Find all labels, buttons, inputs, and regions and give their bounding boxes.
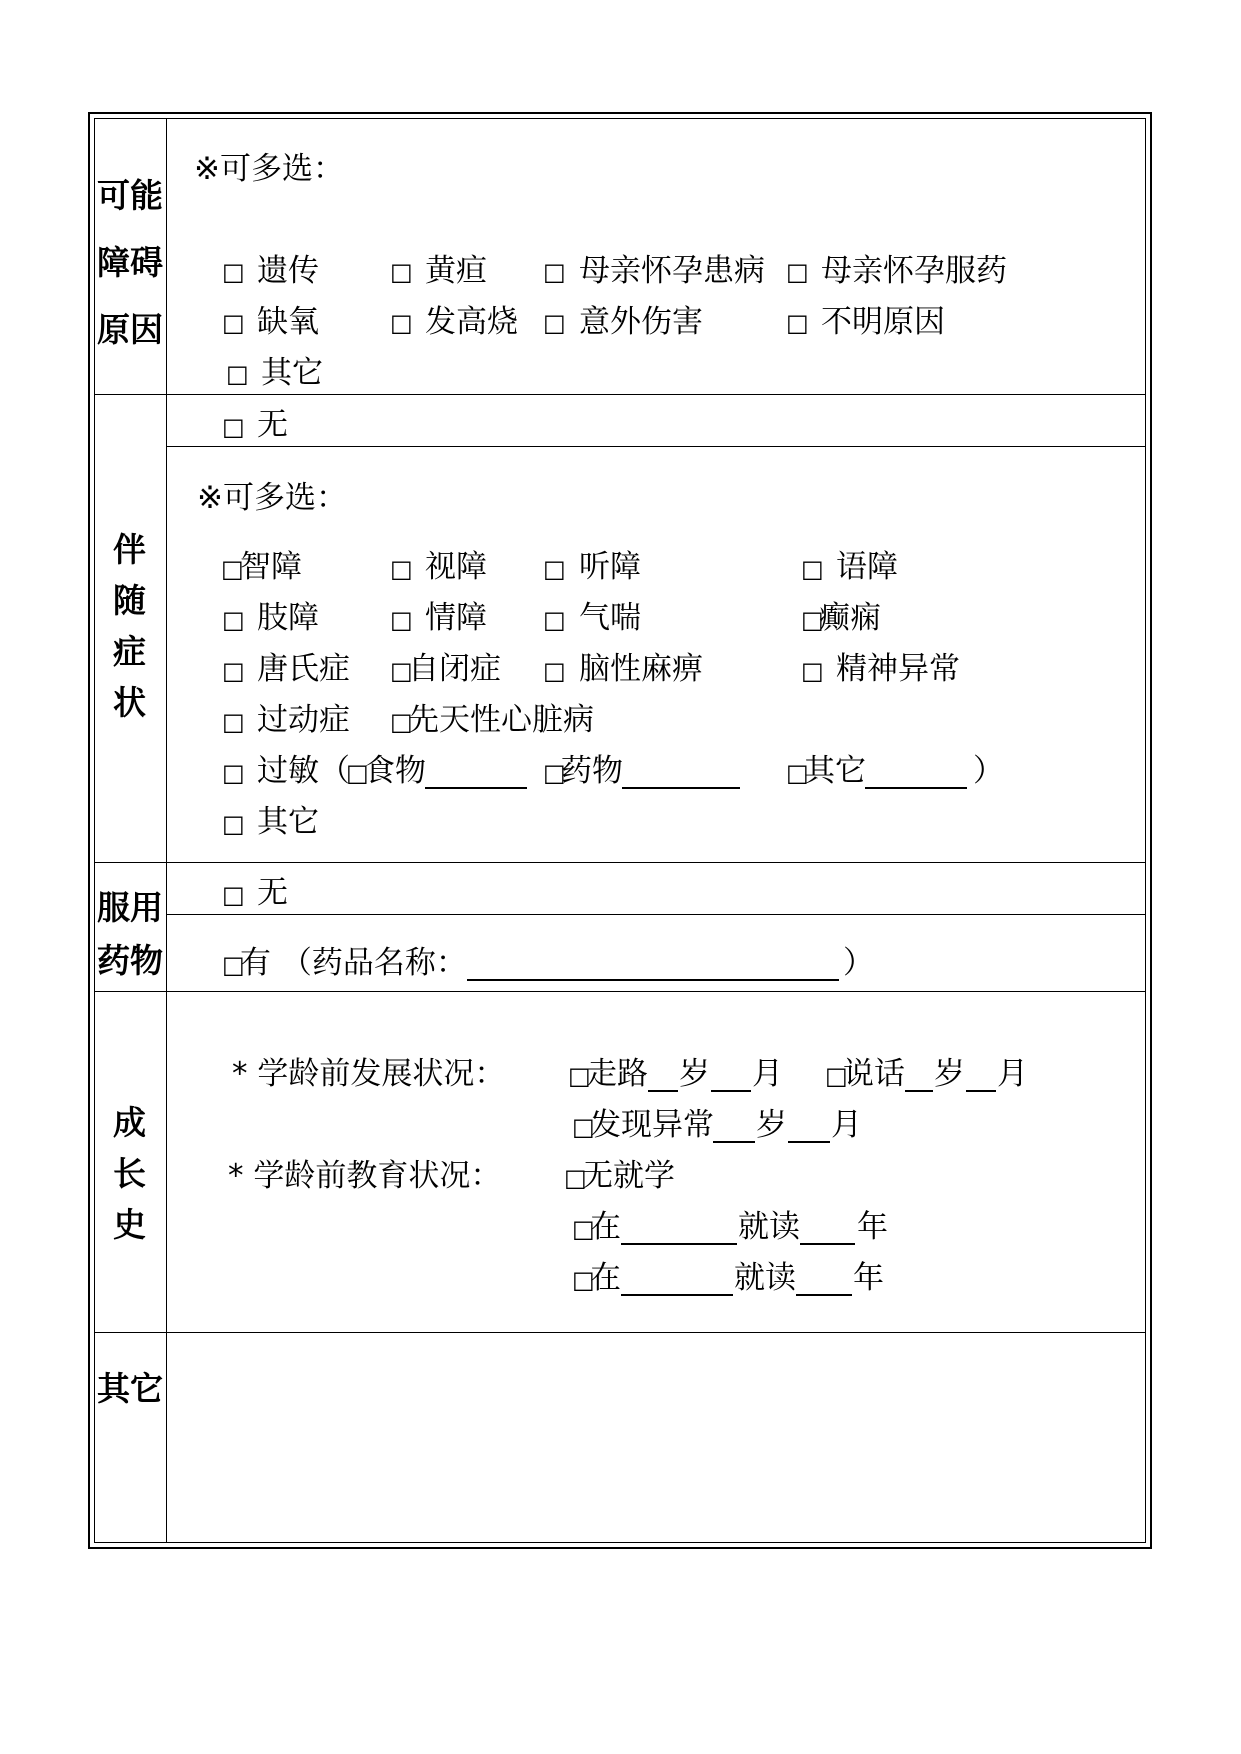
allergy-food-input[interactable] [425,761,527,789]
option-autism: 自闭症 [408,651,501,687]
walk-label: 走路 [586,1056,648,1092]
checkbox-cause-other[interactable]: □ [226,360,249,388]
option-maternal-illness: 母亲怀孕患病 [579,253,765,289]
allergy-drug-input[interactable] [622,761,740,789]
option-high-fever: 发高烧 [425,304,518,340]
checkbox-high-fever[interactable]: □ [390,309,413,337]
row-divider-cause [95,394,1145,395]
checkbox-epilepsy[interactable]: □ [801,606,824,634]
option-medication-none: 无 [257,875,288,911]
option-symptoms-other: 其它 [257,804,319,840]
option-maternal-medication: 母亲怀孕服药 [821,253,1007,289]
option-symptoms-none: 无 [257,407,288,443]
checkbox-visual[interactable]: □ [390,555,413,583]
enrolled-2-years-input[interactable] [796,1268,852,1296]
checkbox-enrolled-2[interactable]: □ [572,1266,595,1294]
checkbox-autism[interactable]: □ [390,657,413,685]
growth-label-char-1: 成 [113,1103,146,1142]
option-medication-yes: 有 （药品名称： [240,945,467,981]
abnormal-age-unit: 岁 [756,1107,787,1143]
medication-name-input[interactable] [467,953,839,981]
option-visual: 视障 [425,549,487,585]
enrolled-1-years-input[interactable] [800,1217,855,1245]
growth-label-char-3: 史 [113,1205,146,1244]
symptoms-label-char-4: 状 [113,683,146,722]
option-epilepsy: 癫痫 [819,600,881,636]
symptoms-label-char-3: 症 [113,632,146,671]
option-heart-disease: 先天性心脏病 [408,702,594,738]
checkbox-allergy-drug[interactable]: □ [543,759,566,787]
option-limb: 肢障 [257,600,319,636]
checkbox-down-syndrome[interactable]: □ [222,657,245,685]
option-hearing: 听障 [579,549,641,585]
intake-form [88,112,1152,1549]
row-divider-symptoms [95,862,1145,863]
abnormal-month-unit: 月 [831,1107,862,1143]
checkbox-allergy[interactable]: □ [222,759,245,787]
checkbox-limb[interactable]: □ [222,606,245,634]
talk-month-input[interactable] [966,1064,996,1092]
symptoms-label-char-2: 随 [113,581,146,620]
talk-month-unit: 月 [997,1056,1028,1092]
walk-age-unit: 岁 [679,1056,710,1092]
option-accident: 意外伤害 [579,304,703,340]
checkbox-heredity[interactable]: □ [222,258,245,286]
enrolled-1-prefix: 在 [590,1209,621,1245]
talk-age-unit: 岁 [934,1056,965,1092]
medication-label-line-2: 药物 [97,941,163,980]
option-jaundice: 黄疸 [425,253,487,289]
option-asthma: 气喘 [579,600,641,636]
allergy-food-label: 食物 [364,753,426,789]
form-inner-frame [94,118,1146,1543]
other-label: 其它 [97,1369,163,1408]
enrolled-1-mid: 就读 [738,1209,800,1245]
checkbox-enrolled-1[interactable]: □ [572,1215,595,1243]
checkbox-medication-none[interactable]: □ [222,881,245,909]
allergy-other-input[interactable] [865,761,967,789]
growth-label-char-2: 长 [113,1154,146,1193]
checkbox-abnormal[interactable]: □ [572,1113,595,1141]
checkbox-asthma[interactable]: □ [543,606,566,634]
symptoms-label-char-1: 伴 [113,530,146,569]
option-adhd: 过动症 [257,702,350,738]
enrolled-1-suffix: 年 [857,1209,888,1245]
allergy-close: ） [973,753,1004,789]
checkbox-allergy-food[interactable]: □ [346,759,369,787]
checkbox-intellectual[interactable]: □ [221,555,244,583]
cause-label-line-1: 可能 [97,176,163,215]
option-emotional: 情障 [425,600,487,636]
abnormal-age-input[interactable] [713,1115,755,1143]
talk-label: 说话 [843,1056,905,1092]
abnormal-month-input[interactable] [788,1115,830,1143]
symptoms-hint: ※可多选： [197,480,347,516]
walk-age-input[interactable] [648,1064,678,1092]
cause-label-line-2: 障碍 [97,243,163,282]
option-down-syndrome: 唐氏症 [257,651,350,687]
row-divider-medication [95,991,1145,992]
checkbox-unknown[interactable]: □ [786,309,809,337]
checkbox-adhd[interactable]: □ [222,708,245,736]
checkbox-emotional[interactable]: □ [390,606,413,634]
checkbox-heart-disease[interactable]: □ [390,708,413,736]
checkbox-cerebral-palsy[interactable]: □ [543,657,566,685]
checkbox-speech[interactable]: □ [801,555,824,583]
allergy-label: 过敏（ [257,753,350,789]
cause-hint: ※可多选： [194,151,344,187]
allergy-drug-label: 药物 [561,753,623,789]
checkbox-medication-yes[interactable]: □ [222,951,245,979]
enrolled-1-school-input[interactable] [621,1217,737,1245]
checkbox-accident[interactable]: □ [543,309,566,337]
option-hypoxia: 缺氧 [257,304,319,340]
checkbox-hearing[interactable]: □ [543,555,566,583]
label-column-divider [166,119,167,1542]
enrolled-2-school-input[interactable] [621,1268,733,1296]
option-mental-disorder: 精神异常 [836,651,960,687]
checkbox-hypoxia[interactable]: □ [222,309,245,337]
option-cerebral-palsy: 脑性麻痹 [579,651,703,687]
option-speech: 语障 [836,549,898,585]
option-intellectual: 智障 [240,549,302,585]
no-school-label: 无就学 [582,1158,675,1194]
cause-label-line-3: 原因 [97,310,163,349]
checkbox-no-school[interactable]: □ [564,1164,587,1192]
checkbox-jaundice[interactable]: □ [390,258,413,286]
enrolled-2-prefix: 在 [590,1260,621,1296]
row-divider-medication-none [166,914,1145,915]
checkbox-talk[interactable]: □ [825,1062,848,1090]
checkbox-mental-disorder[interactable]: □ [801,657,824,685]
checkbox-maternal-illness[interactable]: □ [543,258,566,286]
walk-month-input[interactable] [711,1064,751,1092]
other-notes-field[interactable] [167,1333,1145,1542]
talk-age-input[interactable] [905,1064,933,1092]
checkbox-maternal-medication[interactable]: □ [786,258,809,286]
preschool-development-title: * 学龄前发展状况： [232,1056,506,1092]
medication-close: ） [843,945,874,981]
checkbox-walk[interactable]: □ [568,1062,591,1090]
checkbox-symptoms-none[interactable]: □ [222,413,245,441]
option-heredity: 遗传 [257,253,319,289]
checkbox-symptoms-other[interactable]: □ [222,810,245,838]
allergy-other-label: 其它 [804,753,866,789]
option-unknown: 不明原因 [821,304,945,340]
checkbox-allergy-other[interactable]: □ [786,759,809,787]
medication-label-line-1: 服用 [97,888,163,927]
option-cause-other: 其它 [261,355,323,391]
row-divider-symptoms-none [166,446,1145,447]
walk-month-unit: 月 [752,1056,783,1092]
preschool-education-title: * 学龄前教育状况： [228,1158,502,1194]
enrolled-2-mid: 就读 [734,1260,796,1296]
abnormal-label: 发现异常 [590,1107,714,1143]
enrolled-2-suffix: 年 [853,1260,884,1296]
